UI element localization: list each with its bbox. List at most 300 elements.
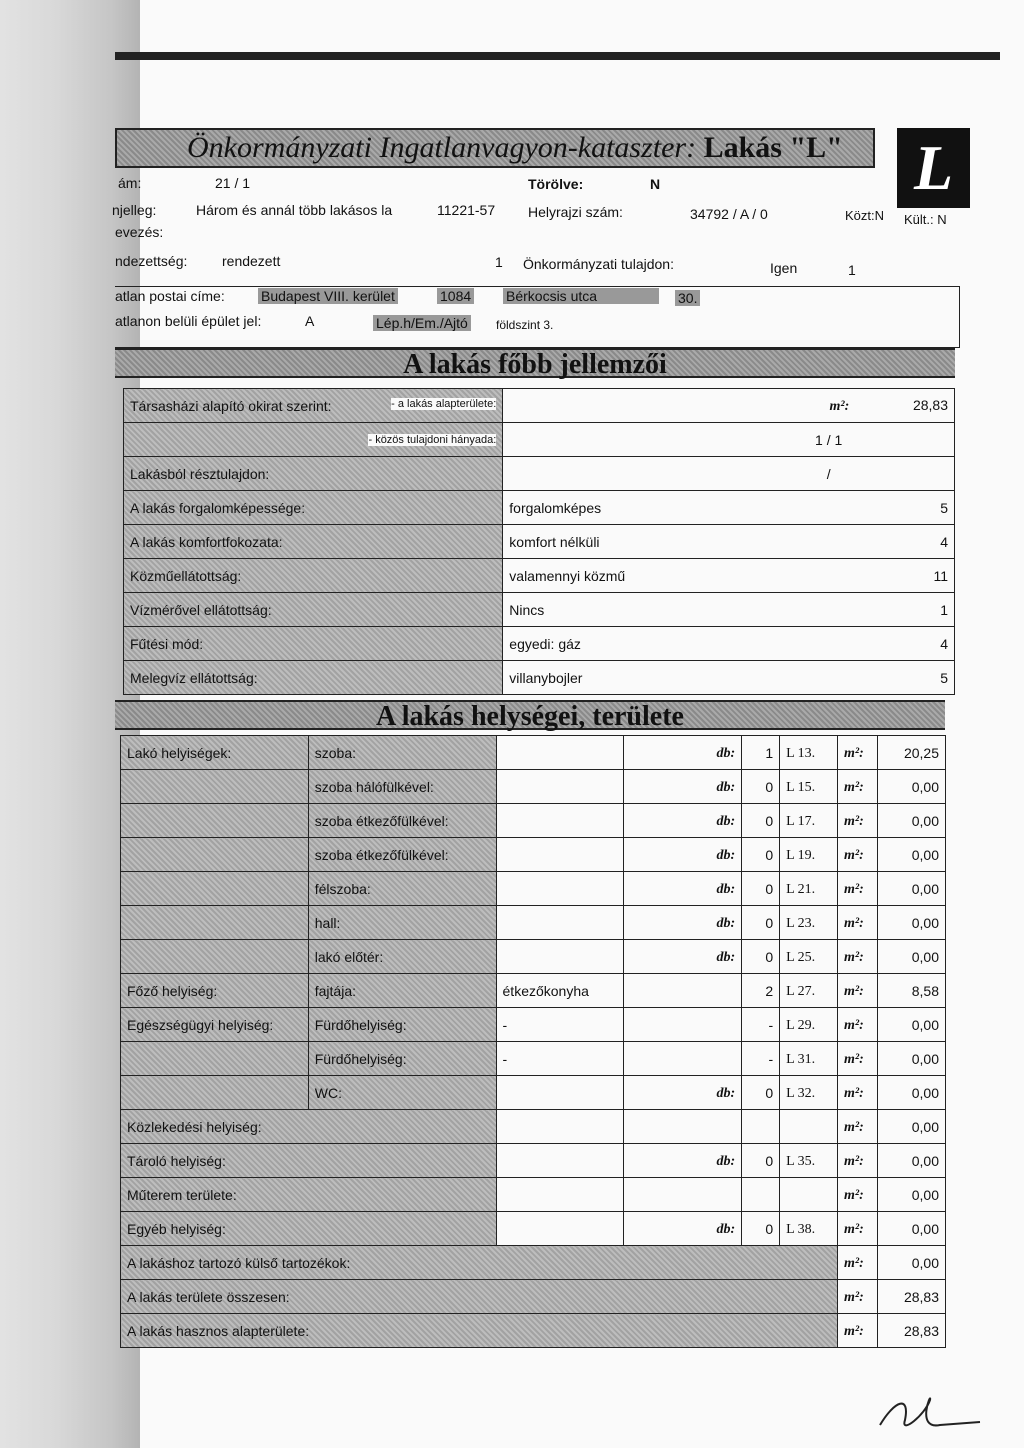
characteristic-code: 5 [940, 669, 948, 686]
characteristic-value [503, 627, 955, 661]
characteristic-code: 5 [940, 499, 948, 516]
total-unit [838, 1280, 878, 1314]
room-area-text: 0,00 [911, 846, 939, 863]
room-code [780, 1178, 838, 1212]
room-area-text: 0,00 [911, 880, 939, 897]
room-count [742, 940, 780, 974]
room-name-text: félszoba: [314, 880, 371, 897]
total-label-text: A lakás területe összesen: [127, 1288, 290, 1305]
room-code-text: L 25. [786, 949, 816, 965]
section1-title: A lakás főbb jellemzői [115, 348, 955, 378]
other-room-desc [496, 1212, 624, 1246]
room-row [121, 1076, 946, 1110]
room-area [878, 1042, 946, 1076]
room-code-text: L 31. [786, 1051, 816, 1067]
room-row [121, 906, 946, 940]
characteristic-center-value: / [826, 465, 831, 482]
room-group [121, 1042, 309, 1076]
room-desc [496, 804, 624, 838]
room-unit [838, 804, 878, 838]
other-room-label [121, 1178, 497, 1212]
db-label: db: [716, 1221, 736, 1237]
room-unit [838, 1212, 878, 1246]
characteristic-row [124, 593, 955, 627]
characteristic-label [124, 525, 503, 559]
characteristic-sub-label: - a lakás alapterülete: [391, 397, 497, 410]
unit-label: m²: [844, 1221, 864, 1237]
kozt-value: Közt:N [845, 208, 885, 223]
room-name [308, 838, 496, 872]
characteristic-label-text: Vízmérővel ellátottság: [130, 601, 272, 618]
room-count-text: 0 [765, 812, 774, 829]
db-label: db: [716, 745, 736, 761]
room-name-text: szoba étkezőfülkével: [314, 846, 449, 863]
room-db [624, 1110, 742, 1144]
room-desc [496, 940, 624, 974]
room-area [878, 1178, 946, 1212]
unit-label: m²: [844, 1289, 864, 1305]
room-code-text: L 32. [786, 1085, 816, 1101]
total-label-text: A lakás hasznos alapterülete: [127, 1322, 310, 1339]
room-count [742, 1178, 780, 1212]
room-area [878, 1144, 946, 1178]
unit-label: m²: [844, 1323, 864, 1339]
room-unit [838, 1144, 878, 1178]
room-unit [838, 906, 878, 940]
room-db [624, 804, 742, 838]
characteristic-value [503, 491, 955, 525]
room-row [121, 1042, 946, 1076]
characteristic-value [503, 593, 955, 627]
room-code [780, 1212, 838, 1246]
characteristic-label [124, 627, 503, 661]
db-label: db: [716, 1085, 736, 1101]
characteristic-label-text: Társasházi alapító okirat szerint: [130, 397, 332, 414]
other-room-label-text: Közlekedési helyiség: [127, 1118, 262, 1135]
total-area-text: 0,00 [911, 1254, 939, 1271]
room-group [121, 838, 309, 872]
room-count [742, 1042, 780, 1076]
unit-label: m²: [829, 398, 850, 414]
room-area [878, 804, 946, 838]
db-label: db: [716, 1153, 736, 1169]
room-count-text: - [768, 1016, 774, 1033]
other-room-label [121, 1212, 497, 1246]
room-name-text: szoba étkezőfülkével: [314, 812, 449, 829]
characteristic-label [124, 389, 503, 423]
tulajdon-label: Önkormányzati tulajdon: [523, 256, 674, 272]
room-group [121, 872, 309, 906]
characteristic-text-value: egyedi: gáz [509, 635, 581, 652]
page-title [115, 128, 875, 168]
characteristic-center-value: 1 / 1 [815, 431, 843, 448]
room-code [780, 974, 838, 1008]
characteristic-label [124, 559, 503, 593]
room-desc [496, 838, 624, 872]
characteristic-label-text: A lakás komfortfokozata: [130, 533, 283, 550]
room-count [742, 872, 780, 906]
characteristic-text-value: valamennyi közmű [509, 567, 626, 584]
room-unit [838, 1178, 878, 1212]
room-count [742, 1144, 780, 1178]
rendezettseg-label: ndezettség: [115, 253, 188, 269]
room-count-text: 0 [765, 778, 774, 795]
rendezettseg-code: 1 [495, 254, 503, 270]
room-count-text: 0 [765, 1152, 774, 1169]
unit-label: m²: [844, 813, 864, 829]
room-count-text: 0 [765, 914, 774, 931]
room-db [624, 736, 742, 770]
room-name-text: lakó előtér: [314, 948, 384, 965]
room-name [308, 974, 496, 1008]
characteristic-label-text: Lakásból résztulajdon: [130, 465, 270, 482]
room-code-text: L 38. [786, 1221, 816, 1237]
room-row [121, 1008, 946, 1042]
title-italic: Önkormányzati Ingatlanvagyon-kataszter: [187, 131, 697, 164]
other-room-desc [496, 1144, 624, 1178]
room-db [624, 974, 742, 1008]
room-name-text: Fürdőhelyiség: [314, 1050, 407, 1067]
room-unit [838, 736, 878, 770]
room-count-text: 2 [765, 982, 774, 999]
room-code [780, 838, 838, 872]
room-desc [496, 736, 624, 770]
other-room-label [121, 1144, 497, 1178]
room-count-text: 1 [765, 744, 774, 761]
room-group-text: Főző helyiség: [127, 982, 218, 999]
characteristic-value [503, 389, 955, 423]
characteristic-row [124, 423, 955, 457]
room-desc [496, 1076, 624, 1110]
room-count-text: 0 [765, 880, 774, 897]
characteristic-label [124, 457, 503, 491]
total-area [878, 1280, 946, 1314]
unit-label: m²: [844, 915, 864, 931]
room-count-text: 0 [765, 846, 774, 863]
characteristic-value [503, 457, 955, 491]
cim-city: Budapest VIII. kerület [258, 288, 398, 304]
room-group [121, 1076, 309, 1110]
room-code [780, 770, 838, 804]
room-desc [496, 770, 624, 804]
room-count [742, 804, 780, 838]
room-db [624, 906, 742, 940]
unit-label: m²: [844, 1255, 864, 1271]
jelleg-value: Három és annál több lakásos la [196, 202, 393, 218]
total-row [121, 1314, 946, 1348]
unit-label: m²: [844, 1119, 864, 1135]
hrsz-value: 34792 / A / 0 [690, 206, 768, 222]
unit-label: m²: [844, 1085, 864, 1101]
room-code [780, 1076, 838, 1110]
room-code [780, 804, 838, 838]
title-bold: Lakás "L" [703, 131, 843, 164]
room-desc [496, 872, 624, 906]
characteristic-code: 11 [933, 567, 948, 584]
room-name [308, 804, 496, 838]
room-name [308, 872, 496, 906]
room-count [742, 736, 780, 770]
total-area-text: 28,83 [903, 1288, 939, 1305]
room-desc [496, 1042, 624, 1076]
room-code-text: L 13. [786, 745, 816, 761]
room-desc-text: étkezőkonyha [502, 982, 589, 999]
unit-label: m²: [844, 949, 864, 965]
characteristic-row [124, 627, 955, 661]
unit-label: m²: [844, 1153, 864, 1169]
other-room-row [121, 1110, 946, 1144]
room-db [624, 1178, 742, 1212]
room-area-text: 0,00 [911, 1152, 939, 1169]
szam-label: ám: [118, 175, 142, 191]
kult-value: Kült.: N [904, 212, 947, 227]
cim-label: atlan postai címe: [115, 288, 225, 304]
room-area-text: 0,00 [911, 1220, 939, 1237]
room-code [780, 872, 838, 906]
room-count [742, 1076, 780, 1110]
room-name [308, 1042, 496, 1076]
room-name [308, 1076, 496, 1110]
characteristic-value [503, 559, 955, 593]
room-code-text: L 27. [786, 983, 816, 999]
room-db [624, 872, 742, 906]
total-row [121, 1246, 946, 1280]
room-row [121, 736, 946, 770]
unit-label: m²: [844, 983, 864, 999]
room-area-text: 8,58 [911, 982, 939, 999]
unit-label: m²: [844, 1051, 864, 1067]
room-code-text: L 19. [786, 847, 816, 863]
room-group [121, 940, 309, 974]
room-count-text: 0 [765, 1084, 774, 1101]
room-name [308, 940, 496, 974]
room-row [121, 770, 946, 804]
room-code [780, 1144, 838, 1178]
room-db [624, 1008, 742, 1042]
room-count-text: - [768, 1050, 774, 1067]
other-room-desc [496, 1178, 624, 1212]
room-area [878, 872, 946, 906]
total-label-text: A lakáshoz tartozó külső tartozékok: [127, 1254, 351, 1271]
room-group [121, 906, 309, 940]
characteristic-code: 1 [940, 601, 948, 618]
total-area [878, 1314, 946, 1348]
room-name-text: szoba hálófülkével: [314, 778, 434, 795]
top-border [115, 52, 1000, 60]
room-db [624, 1212, 742, 1246]
room-row [121, 804, 946, 838]
room-unit [838, 1110, 878, 1144]
characteristic-text-value: forgalomképes [509, 499, 602, 516]
lep-label: Lép.h/Em./Ajtó [373, 315, 471, 331]
room-code [780, 1110, 838, 1144]
room-area [878, 838, 946, 872]
other-room-label-text: Műterem területe: [127, 1186, 237, 1203]
epulet-label: atlanon belüli épület jel: [115, 313, 262, 329]
room-area-text: 0,00 [911, 948, 939, 965]
room-area-text: 0,00 [911, 778, 939, 795]
characteristic-label-text: Közműellátottság: [130, 567, 242, 584]
room-unit [838, 770, 878, 804]
characteristic-value [503, 525, 955, 559]
unit-label: m²: [844, 745, 864, 761]
room-row [121, 872, 946, 906]
rooms-table [120, 735, 946, 1348]
room-desc [496, 906, 624, 940]
jelleg-code: 11221-57 [437, 202, 496, 218]
cim-zip: 1084 [437, 288, 474, 304]
room-name-text: WC: [314, 1084, 342, 1101]
characteristic-row [124, 559, 955, 593]
logo-l: L [897, 128, 970, 208]
db-label: db: [716, 881, 736, 897]
room-row [121, 940, 946, 974]
room-db [624, 1042, 742, 1076]
room-area [878, 736, 946, 770]
signature [870, 1380, 990, 1440]
room-group [121, 770, 309, 804]
room-code [780, 906, 838, 940]
unit-label: m²: [844, 881, 864, 897]
room-area-text: 0,00 [911, 1084, 939, 1101]
room-count [742, 770, 780, 804]
room-group [121, 1008, 309, 1042]
room-area-text: 0,00 [911, 1186, 939, 1203]
cim-street: Bérkocsis utca [503, 288, 659, 304]
room-unit [838, 838, 878, 872]
characteristic-value [503, 661, 955, 695]
tulajdon-code: 1 [848, 262, 856, 278]
other-room-row [121, 1178, 946, 1212]
room-db [624, 770, 742, 804]
other-room-row [121, 1144, 946, 1178]
room-db [624, 940, 742, 974]
tulajdon-value: Igen [770, 260, 798, 276]
room-count [742, 838, 780, 872]
room-count [742, 1212, 780, 1246]
room-code-text: L 17. [786, 813, 816, 829]
room-unit [838, 1008, 878, 1042]
room-area-text: 0,00 [911, 1118, 939, 1135]
room-area-text: 20,25 [903, 744, 939, 761]
room-name [308, 770, 496, 804]
room-area [878, 1110, 946, 1144]
room-code-text: L 23. [786, 915, 816, 931]
other-room-row [121, 1212, 946, 1246]
db-label: db: [716, 813, 736, 829]
room-db [624, 1144, 742, 1178]
room-row [121, 838, 946, 872]
room-group [121, 974, 309, 1008]
room-db [624, 838, 742, 872]
room-code-text: L 15. [786, 779, 816, 795]
torolve-value: N [650, 176, 661, 192]
characteristic-row [124, 457, 955, 491]
room-unit [838, 974, 878, 1008]
room-unit [838, 940, 878, 974]
room-code [780, 1042, 838, 1076]
characteristic-code: 4 [940, 635, 948, 652]
room-area [878, 974, 946, 1008]
room-unit [838, 872, 878, 906]
room-group-text: Egészségügyi helyiség: [127, 1016, 274, 1033]
total-row [121, 1280, 946, 1314]
room-name-text: Fürdőhelyiség: [314, 1016, 407, 1033]
room-area [878, 940, 946, 974]
other-room-desc [496, 1110, 624, 1144]
characteristic-label [124, 491, 503, 525]
characteristic-row [124, 389, 955, 423]
characteristic-row [124, 661, 955, 695]
room-name-text: fajtája: [314, 982, 356, 999]
other-room-label [121, 1110, 497, 1144]
room-count [742, 1110, 780, 1144]
total-area [878, 1246, 946, 1280]
total-label [121, 1314, 838, 1348]
room-code [780, 940, 838, 974]
room-count [742, 906, 780, 940]
room-count-text: 0 [765, 948, 774, 965]
hrsz-label: Helyrajzi szám: [528, 204, 623, 220]
room-group [121, 736, 309, 770]
room-area [878, 1076, 946, 1110]
rendezettseg-value: rendezett [222, 253, 281, 269]
room-area-text: 0,00 [911, 1016, 939, 1033]
room-count-text: 0 [765, 1220, 774, 1237]
unit-label: m²: [844, 1017, 864, 1033]
characteristic-label-text: Melegvíz ellátottság: [130, 669, 258, 686]
characteristic-row [124, 525, 955, 559]
room-name-text: szoba: [314, 744, 356, 761]
room-group [121, 804, 309, 838]
characteristic-label [124, 423, 503, 457]
characteristic-text-value: komfort nélküli [509, 533, 600, 550]
unit-label: m²: [844, 1187, 864, 1203]
db-label: db: [716, 915, 736, 931]
characteristic-text-value: Nincs [509, 601, 545, 618]
room-code [780, 736, 838, 770]
characteristic-label-text: A lakás forgalomképessége: [130, 499, 306, 516]
room-area [878, 1008, 946, 1042]
room-area [878, 906, 946, 940]
characteristic-sub-label: - közös tulajdoni hányada: [368, 433, 497, 446]
torolve-label: Törölve: [528, 176, 584, 192]
unit-label: m²: [844, 779, 864, 795]
room-name [308, 906, 496, 940]
characteristic-row [124, 491, 955, 525]
section2-title: A lakás helységei, területe [115, 700, 945, 730]
room-desc [496, 1008, 624, 1042]
characteristic-label-text: Fűtési mód: [130, 635, 204, 652]
room-group-text: Lakó helyiségek: [127, 744, 232, 761]
total-area-text: 28,83 [903, 1322, 939, 1339]
room-db [624, 1076, 742, 1110]
room-desc-text: - [502, 1050, 508, 1067]
room-area-text: 0,00 [911, 1050, 939, 1067]
room-code-text: L 29. [786, 1017, 816, 1033]
characteristic-label [124, 661, 503, 695]
room-area [878, 770, 946, 804]
db-label: db: [716, 949, 736, 965]
db-label: db: [716, 847, 736, 863]
room-desc [496, 974, 624, 1008]
room-area-text: 0,00 [911, 812, 939, 829]
room-code [780, 1008, 838, 1042]
characteristics-table [123, 388, 955, 695]
characteristic-label [124, 593, 503, 627]
alapterulet-value: 28,83 [912, 396, 948, 413]
total-unit [838, 1314, 878, 1348]
